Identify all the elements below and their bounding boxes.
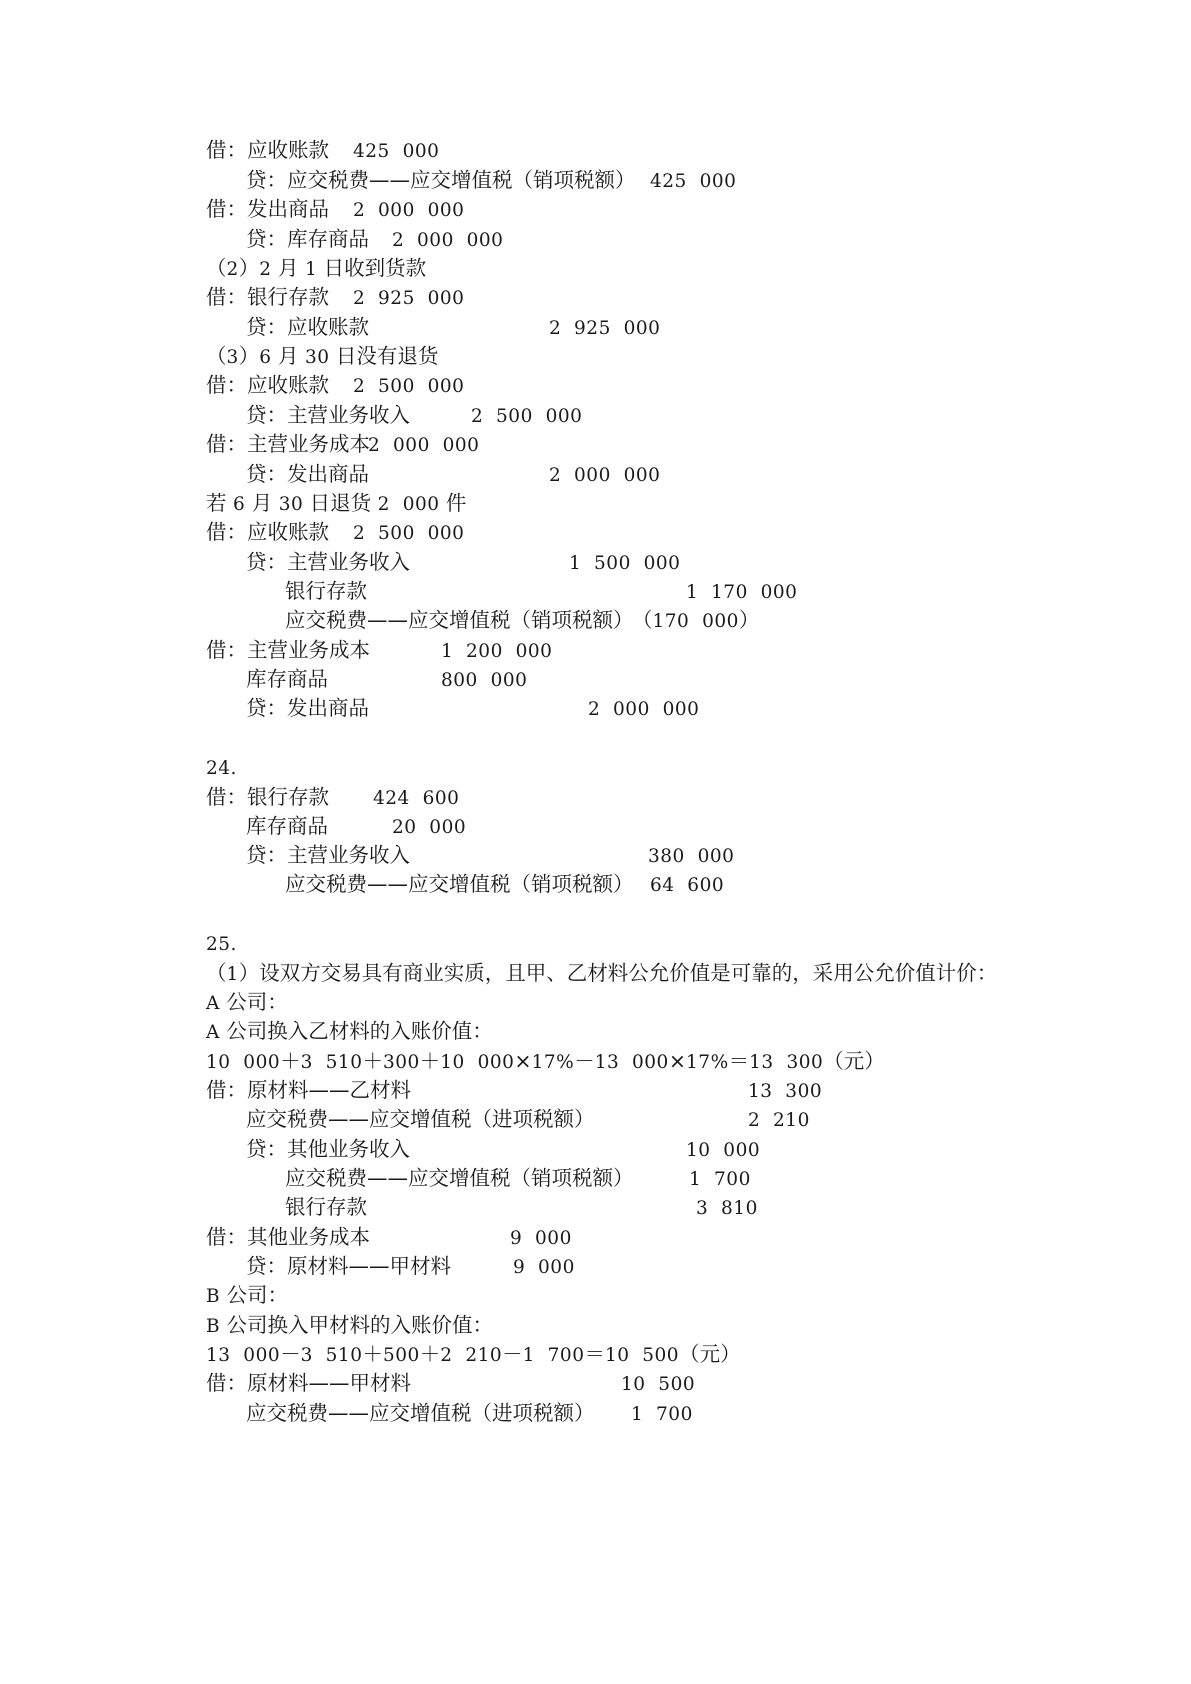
line-amount: 1 700 <box>631 1404 693 1425</box>
line-amount: 1 170 000 <box>686 582 798 603</box>
journal-line <box>0 1367 1191 1399</box>
journal-line <box>0 692 1191 724</box>
line-text: 贷：应收账款 <box>246 315 369 339</box>
journal-line <box>0 311 1191 343</box>
line-text: 贷：库存商品 <box>246 227 369 251</box>
line-amount: 2 000 000 <box>353 200 465 221</box>
line-text: 应交税费——应交增值税（销项税额） <box>285 608 634 632</box>
line-text: 借：应收账款 <box>206 138 329 162</box>
journal-line <box>0 340 1191 372</box>
line-amount: 2 210 <box>748 1110 810 1131</box>
line-text: 借：应收账款 <box>206 520 329 544</box>
line-amount: （170 000） <box>632 608 760 632</box>
line-text: 应交税费——应交增值税（进项税额） <box>246 1401 595 1425</box>
line-amount: 2 500 000 <box>471 406 583 427</box>
line-text: 25. <box>206 934 237 955</box>
line-amount: 2 925 000 <box>549 318 661 339</box>
journal-line <box>0 1103 1191 1135</box>
line-text: 贷：发出商品 <box>246 696 369 720</box>
line-text: 借：主营业务成本 <box>206 638 370 662</box>
line-text: 库存商品 <box>246 814 328 838</box>
journal-line <box>0 1045 1191 1077</box>
line-text: 24. <box>206 758 237 779</box>
line-amount: 10 500 <box>621 1374 696 1395</box>
line-text: 银行存款 <box>285 1195 367 1219</box>
line-amount: 380 000 <box>648 846 735 867</box>
line-amount: 2 000 000 <box>588 699 700 720</box>
line-text: B 公司换入甲材料的入账价值： <box>206 1313 493 1337</box>
line-text: 银行存款 <box>285 579 367 603</box>
line-amount: 1 700 <box>689 1169 751 1190</box>
journal-line <box>0 986 1191 1018</box>
line-amount: 424 600 <box>373 788 460 809</box>
line-text: （3）6 月 30 日没有退货 <box>206 344 439 368</box>
line-amount: 3 810 <box>696 1198 758 1219</box>
journal-line <box>0 575 1191 607</box>
journal-line <box>0 281 1191 313</box>
line-amount: 2 000 000 <box>368 435 480 456</box>
line-text: 13 000－3 510＋500＋2 210－1 700＝10 500（元） <box>206 1342 741 1366</box>
journal-line <box>0 428 1191 460</box>
line-amount: 20 000 <box>392 817 467 838</box>
journal-line <box>0 399 1191 431</box>
journal-line <box>0 546 1191 578</box>
line-text: 贷：发出商品 <box>246 462 369 486</box>
line-amount: 64 600 <box>650 875 725 896</box>
line-text: 借：其他业务成本 <box>206 1225 370 1249</box>
journal-line <box>0 164 1191 196</box>
journal-line <box>0 839 1191 871</box>
journal-line <box>0 1250 1191 1282</box>
line-amount: 2 500 000 <box>353 523 465 544</box>
line-text: 借：原材料——甲材料 <box>206 1371 411 1395</box>
journal-line <box>0 927 1191 959</box>
line-amount: 800 000 <box>441 670 528 691</box>
line-text: 贷：应交税费——应交增值税（销项税额） <box>246 168 636 192</box>
journal-line <box>0 634 1191 666</box>
journal-line <box>0 781 1191 813</box>
journal-line <box>0 663 1191 695</box>
line-text: B 公司： <box>206 1283 288 1307</box>
journal-line <box>0 604 1191 636</box>
journal-line <box>0 1338 1191 1370</box>
line-amount: 425 000 <box>353 141 440 162</box>
journal-line <box>0 1015 1191 1047</box>
line-text: 贷：主营业务收入 <box>246 843 410 867</box>
line-text: （1）设双方交易具有商业实质，且甲、乙材料公允价值是可靠的，采用公允价值计价： <box>206 961 998 985</box>
line-amount: 9 000 <box>510 1228 572 1249</box>
line-amount: 2 000 000 <box>549 465 661 486</box>
journal-line <box>0 1074 1191 1106</box>
line-text: 借：发出商品 <box>206 197 329 221</box>
line-text: 借：原材料——乙材料 <box>206 1078 411 1102</box>
journal-line <box>0 957 1191 989</box>
line-text: 贷：其他业务收入 <box>246 1137 410 1161</box>
journal-line <box>0 1309 1191 1341</box>
line-text: （2）2 月 1 日收到货款 <box>206 256 427 280</box>
line-text: 借：银行存款 <box>206 785 329 809</box>
journal-line <box>0 1279 1191 1311</box>
journal-line <box>0 487 1191 519</box>
line-amount: 2 500 000 <box>353 376 465 397</box>
line-amount: 9 000 <box>513 1257 575 1278</box>
line-amount: 2 925 000 <box>353 288 465 309</box>
journal-line <box>0 458 1191 490</box>
journal-line <box>0 134 1191 166</box>
line-text: 借：主营业务成本 <box>206 432 370 456</box>
line-text: 贷：原材料——甲材料 <box>246 1254 451 1278</box>
line-amount: 1 500 000 <box>569 553 681 574</box>
line-amount: 1 200 000 <box>441 641 553 662</box>
journal-line <box>0 1191 1191 1223</box>
line-amount: 10 000 <box>686 1140 761 1161</box>
journal-line <box>0 810 1191 842</box>
line-text: 借：银行存款 <box>206 285 329 309</box>
journal-line <box>0 1397 1191 1429</box>
journal-line <box>0 369 1191 401</box>
line-text: A 公司换入乙材料的入账价值： <box>206 1019 493 1043</box>
journal-line <box>0 516 1191 548</box>
line-text: 应交税费——应交增值税（进项税额） <box>246 1107 595 1131</box>
line-text: 应交税费——应交增值税（销项税额） <box>285 1166 634 1190</box>
line-text: 借：应收账款 <box>206 373 329 397</box>
journal-line <box>0 223 1191 255</box>
journal-line <box>0 193 1191 225</box>
line-text: 贷：主营业务收入 <box>246 550 410 574</box>
line-text: 应交税费——应交增值税（销项税额） <box>285 872 634 896</box>
journal-line <box>0 1221 1191 1253</box>
line-text: 若 6 月 30 日退货 2 000 件 <box>206 491 467 515</box>
journal-line <box>0 252 1191 284</box>
journal-line <box>0 1133 1191 1165</box>
line-text: 10 000＋3 510＋300＋10 000×17%－13 000×17%＝13 300（元） <box>206 1049 885 1073</box>
journal-line <box>0 751 1191 783</box>
journal-line <box>0 1162 1191 1194</box>
line-amount: 2 000 000 <box>392 230 504 251</box>
line-amount: 425 000 <box>650 171 737 192</box>
journal-line <box>0 868 1191 900</box>
line-amount: 13 300 <box>748 1081 823 1102</box>
line-text: 贷：主营业务收入 <box>246 403 410 427</box>
line-text: A 公司： <box>206 990 288 1014</box>
line-text: 库存商品 <box>246 667 328 691</box>
